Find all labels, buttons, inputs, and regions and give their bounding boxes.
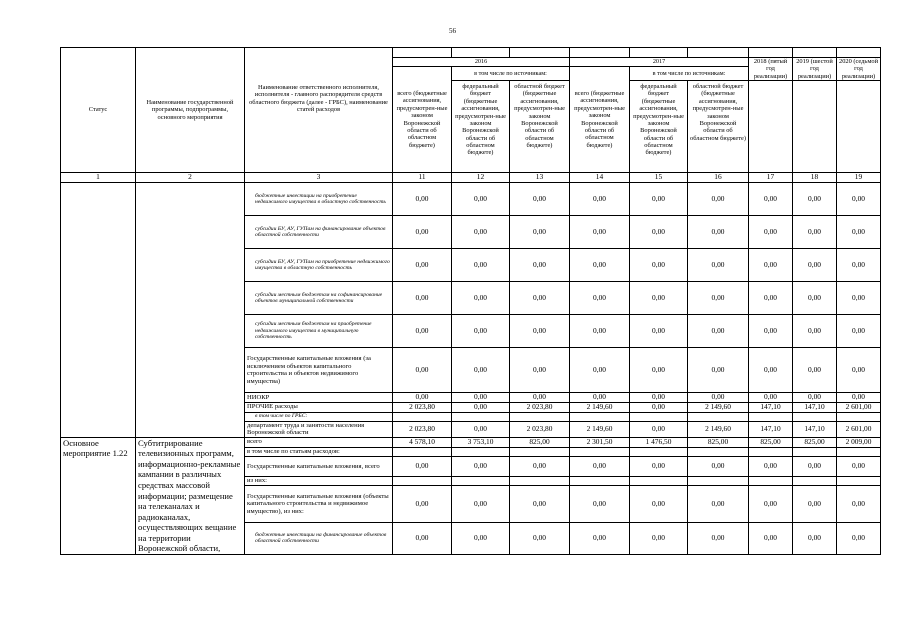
header-status: Статус [61,48,136,173]
value-cell [630,476,688,485]
value-cell: 0,00 [630,249,688,282]
value-cell: 0,00 [510,393,570,403]
row-label: Государственные капитальные вложения (за исключением объектов капитального строительства и объектов недвижимого имущества) [245,348,393,393]
value-cell: 0,00 [393,216,452,249]
value-cell [837,412,881,421]
value-cell [749,447,793,456]
value-cell [837,476,881,485]
value-cell: 2 149,60 [570,421,630,437]
value-cell: 0,00 [510,282,570,315]
column-number: 17 [749,173,793,183]
value-cell: 0,00 [570,457,630,477]
value-cell: 0,00 [688,522,749,554]
value-cell: 0,00 [793,249,837,282]
value-cell: 0,00 [793,183,837,216]
value-cell: 2 023,80 [393,421,452,437]
value-cell: 147,10 [793,402,837,412]
value-cell: 0,00 [570,249,630,282]
value-cell: 0,00 [393,486,452,522]
value-cell [570,412,630,421]
value-cell: 0,00 [749,183,793,216]
value-cell: 0,00 [510,183,570,216]
value-cell [393,412,452,421]
value-cell: 0,00 [837,348,881,393]
value-cell: 0,00 [393,348,452,393]
value-cell: 0,00 [630,183,688,216]
value-cell: 0,00 [510,486,570,522]
value-cell: 0,00 [393,393,452,403]
column-number: 19 [837,173,881,183]
value-cell: 0,00 [837,315,881,348]
value-cell: 0,00 [570,486,630,522]
row-label: ПРОЧИЕ расходы [245,402,393,412]
value-cell: 0,00 [452,486,510,522]
value-cell: 0,00 [570,216,630,249]
column-number: 2 [136,173,245,183]
header-year-2017: 2017 [570,58,749,67]
value-cell: 2 149,60 [570,402,630,412]
row-label: в том числе по ГРБС: [245,412,393,421]
column-number: 15 [630,173,688,183]
column-number: 16 [688,173,749,183]
value-cell: 825,00 [510,437,570,447]
value-cell [452,476,510,485]
value-cell: 0,00 [837,486,881,522]
header-federal-2016: федеральный бюджет (бюджетные ассигнования, предусмотрен-ные законом Воронежской области об областном бюджете) [452,81,510,173]
value-cell: 0,00 [510,216,570,249]
row-label: Государственные капитальные вложения (объекты капитального строительства и недвижимое имущество), из них: [245,486,393,522]
value-cell [510,447,570,456]
value-cell: 0,00 [570,348,630,393]
value-cell: 0,00 [630,315,688,348]
value-cell: 0,00 [688,393,749,403]
value-cell: 147,10 [749,421,793,437]
value-cell: 0,00 [793,282,837,315]
value-cell [510,412,570,421]
value-cell: 0,00 [630,393,688,403]
value-cell: 2 149,60 [688,421,749,437]
value-cell: 0,00 [393,522,452,554]
value-cell [393,447,452,456]
value-cell: 0,00 [749,393,793,403]
header-2020: 2020 (седьмой год реализации) [837,58,881,81]
value-cell: 0,00 [688,249,749,282]
value-cell: 0,00 [749,216,793,249]
value-cell: 0,00 [793,457,837,477]
value-cell: 0,00 [570,393,630,403]
value-cell: 0,00 [630,421,688,437]
row-label: субсидии БУ, АУ, ГУПам на приобретение недвижимого имущества в областную собственность [245,249,393,282]
value-cell: 0,00 [793,315,837,348]
table-row [61,183,881,216]
value-cell: 0,00 [510,315,570,348]
value-cell: 0,00 [570,522,630,554]
value-cell: 0,00 [688,282,749,315]
value-cell: 0,00 [793,216,837,249]
value-cell: 0,00 [793,393,837,403]
value-cell: 0,00 [452,421,510,437]
value-cell: 2 601,00 [837,402,881,412]
value-cell: 0,00 [393,315,452,348]
value-cell: 0,00 [688,486,749,522]
value-cell: 0,00 [452,402,510,412]
value-cell: 0,00 [837,183,881,216]
header-name: Наименование государственной программы, подпрограммы, основного мероприятия [136,48,245,173]
value-cell: 4 578,10 [393,437,452,447]
value-cell: 2 023,80 [510,402,570,412]
value-cell: 0,00 [749,282,793,315]
measure-name: Субтитрирование телевизионных программ, информационно-рекламные кампании в различных средствах массовой информации; размещение на телеканалах и радиоканалах, осуществляющих вещание на территории Воронежской области, [136,437,245,554]
value-cell [837,447,881,456]
value-cell [570,447,630,456]
value-cell: 2 009,00 [837,437,881,447]
header-2018: 2018 (пятый год реализации) [749,58,793,81]
value-cell: 0,00 [393,249,452,282]
row-label: всего [245,437,393,447]
value-cell: 0,00 [837,522,881,554]
value-cell [688,476,749,485]
value-cell: 825,00 [749,437,793,447]
value-cell: 0,00 [452,216,510,249]
value-cell: 1 476,50 [630,437,688,447]
value-cell: 0,00 [570,183,630,216]
column-number-row [61,173,881,183]
column-number: 12 [452,173,510,183]
row-label: Государственные капитальные вложения, всего [245,457,393,477]
row-label: департамент труда и занятости населения Воронежской области [245,421,393,437]
value-cell: 0,00 [688,348,749,393]
value-cell: 0,00 [837,393,881,403]
value-cell: 0,00 [749,457,793,477]
value-cell: 0,00 [793,522,837,554]
value-cell: 0,00 [452,348,510,393]
value-cell: 0,00 [688,457,749,477]
value-cell: 3 753,10 [452,437,510,447]
column-number: 14 [570,173,630,183]
table-row [61,437,881,447]
value-cell [749,412,793,421]
value-cell: 0,00 [452,393,510,403]
header-federal-2017: федеральный бюджет (бюджетные ассигнования, предусмотрен-ные законом Воронежской области об областном бюджете) [630,81,688,173]
value-cell: 0,00 [630,348,688,393]
value-cell: 0,00 [630,522,688,554]
row-label: в том числе по статьям расходов: [245,447,393,456]
value-cell: 0,00 [452,457,510,477]
value-cell: 0,00 [630,216,688,249]
column-number: 1 [61,173,136,183]
header-regional-2017: областной бюджет (бюджетные ассигнования, предусмотрен-ные законом Воронежской области об областном бюджете) [688,81,749,173]
value-cell: 0,00 [837,216,881,249]
value-cell: 0,00 [570,282,630,315]
header-incl-2016: в том числе по источникам: [452,67,570,81]
column-number: 11 [393,173,452,183]
value-cell [510,476,570,485]
header-responsible: Наименование ответственного исполнителя, исполнителя - главного распорядителя средств областного бюджета (далее - ГРБС), наименование статей расходов [245,48,393,173]
value-cell: 0,00 [452,183,510,216]
row-label: субсидии местным бюджетам на софинансирование объектов муниципальной собственности [245,282,393,315]
value-cell: 0,00 [510,249,570,282]
value-cell [688,447,749,456]
value-cell: 0,00 [393,282,452,315]
value-cell [452,447,510,456]
column-number: 13 [510,173,570,183]
value-cell: 0,00 [688,315,749,348]
value-cell: 0,00 [452,249,510,282]
value-cell: 0,00 [630,402,688,412]
value-cell: 0,00 [837,457,881,477]
value-cell: 825,00 [688,437,749,447]
value-cell: 0,00 [510,522,570,554]
value-cell: 0,00 [510,348,570,393]
value-cell [749,476,793,485]
column-number: 18 [793,173,837,183]
value-cell: 0,00 [749,315,793,348]
value-cell [452,412,510,421]
value-cell: 0,00 [452,282,510,315]
value-cell: 0,00 [393,457,452,477]
value-cell [793,447,837,456]
header-blank-row [61,48,881,58]
value-cell: 0,00 [688,183,749,216]
value-cell [570,476,630,485]
row-label: из них: [245,476,393,485]
value-cell: 0,00 [510,457,570,477]
value-cell [793,476,837,485]
row-label: бюджетные инвестиции на приобретение недвижимого имущества в областную собственность [245,183,393,216]
value-cell: 0,00 [793,348,837,393]
header-2019: 2019 (шестой год реализации) [793,58,837,81]
header-year-2016: 2016 [393,58,570,67]
value-cell: 2 023,80 [510,421,570,437]
measure-status: Основное мероприятие 1.22 [61,437,136,554]
value-cell: 2 601,00 [837,421,881,437]
budget-table [60,47,881,555]
value-cell: 0,00 [452,315,510,348]
value-cell: 0,00 [749,486,793,522]
value-cell: 147,10 [749,402,793,412]
value-cell [688,412,749,421]
page-number: 56 [449,27,456,35]
header-total-2016: всего (бюджетные ассигнования, предусмотрен-ные законом Воронежской области об областном бюджете) [393,67,452,173]
value-cell: 0,00 [793,486,837,522]
row-label: НИОКР [245,393,393,403]
header-total-2017: всего (бюджетные ассигнования, предусмотрен-ные законом Воронежской области об областном бюджете) [570,67,630,173]
value-cell: 0,00 [837,249,881,282]
value-cell: 2 023,80 [393,402,452,412]
value-cell: 0,00 [749,522,793,554]
value-cell: 0,00 [749,249,793,282]
value-cell: 0,00 [452,522,510,554]
value-cell: 825,00 [793,437,837,447]
name-cell-empty [136,183,245,438]
column-number: 3 [245,173,393,183]
value-cell: 0,00 [630,457,688,477]
value-cell [630,412,688,421]
value-cell [630,447,688,456]
value-cell: 0,00 [837,282,881,315]
value-cell: 0,00 [630,282,688,315]
value-cell: 0,00 [749,348,793,393]
status-cell-empty [61,183,136,438]
row-label: субсидии местным бюджетам на приобретение недвижимого имущества в муниципальную собственность [245,315,393,348]
value-cell: 0,00 [570,315,630,348]
value-cell: 0,00 [688,216,749,249]
value-cell: 2 149,60 [688,402,749,412]
value-cell: 0,00 [393,183,452,216]
header-incl-2017: в том числе по источникам: [630,67,749,81]
header-regional-2016: областной бюджет (бюджетные ассигнования, предусмотрен-ные законом Воронежской области об областном бюджете) [510,81,570,173]
value-cell [793,412,837,421]
row-label: бюджетные инвестиции на финансирование объектов областной собственности [245,522,393,554]
value-cell: 0,00 [630,486,688,522]
value-cell [393,476,452,485]
value-cell: 147,10 [793,421,837,437]
value-cell: 2 301,50 [570,437,630,447]
row-label: субсидии БУ, АУ, ГУПам на финансирование объектов областной собственности [245,216,393,249]
